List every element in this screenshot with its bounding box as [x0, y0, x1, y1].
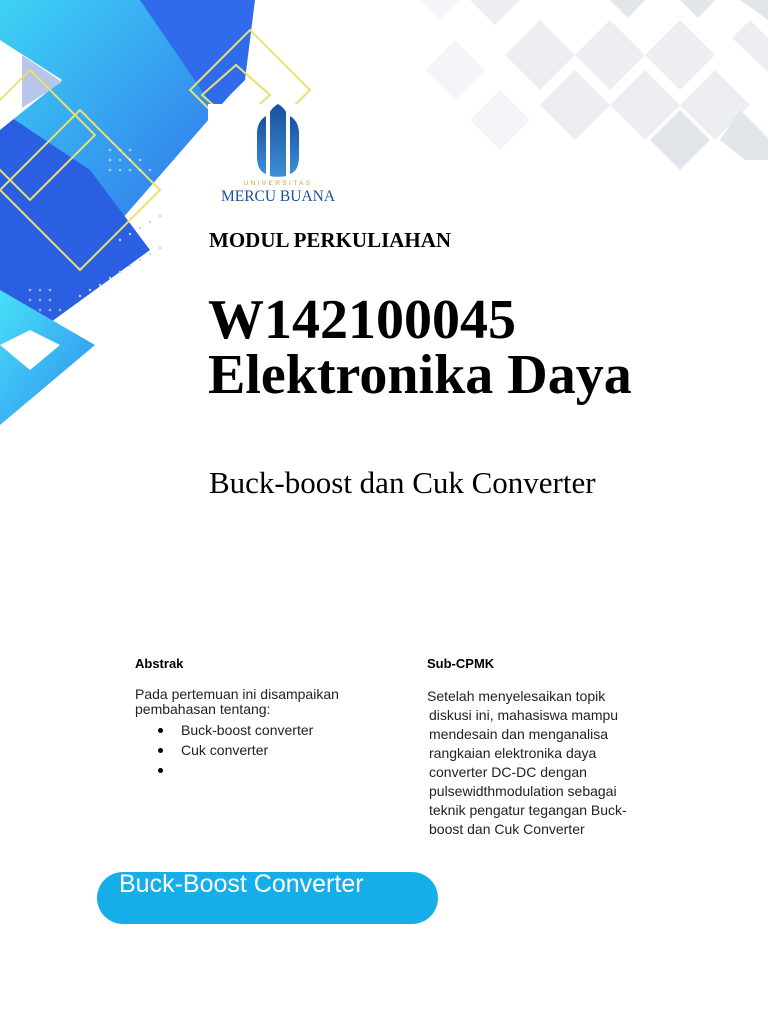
- sub-cpmk-line: converter DC-DC dengan: [429, 764, 587, 780]
- logo-university-label: UNIVERSITAS: [243, 180, 313, 187]
- course-code: W142100045: [208, 289, 516, 351]
- module-label: MODUL PERKULIAHAN: [209, 228, 452, 252]
- sub-cpmk-line: rangkaian elektronika daya: [429, 745, 597, 761]
- abstract-topic-list: [135, 720, 313, 780]
- mercu-buana-emblem-icon: [208, 104, 348, 180]
- abstract-heading: Abstrak: [135, 656, 184, 671]
- topic-banner: [97, 872, 438, 924]
- sub-cpmk-heading: Sub-CPMK: [427, 656, 495, 671]
- sub-cpmk-line: pulsewidthmodulation sebagai: [429, 783, 617, 799]
- list-item: Buck-boost converter: [135, 720, 313, 740]
- sub-cpmk-line: diskusi ini, mahasiswa mampu: [429, 707, 619, 723]
- logo-university-name: MERCU BUANA: [220, 188, 336, 205]
- sub-cpmk-description: [427, 687, 667, 839]
- course-name: Elektronika Daya: [208, 344, 632, 406]
- sub-cpmk-line: mendesain dan menganalisa: [429, 726, 609, 742]
- sub-cpmk-line: Setelah menyelesaikan topik: [427, 688, 606, 704]
- topic-title: Buck-boost dan Cuk Converter: [209, 465, 596, 500]
- university-logo: [208, 104, 348, 214]
- abstract-intro: Pada pertemuan ini disampaikan pembahasan tentang:: [135, 686, 339, 717]
- sub-cpmk-line: teknik pengatur tegangan Buck-: [429, 802, 627, 818]
- sub-cpmk-line: boost dan Cuk Converter: [429, 821, 585, 837]
- topic-banner-label: Buck-Boost Converter: [119, 872, 364, 898]
- list-item: [135, 760, 313, 780]
- list-item: Cuk converter: [135, 740, 313, 760]
